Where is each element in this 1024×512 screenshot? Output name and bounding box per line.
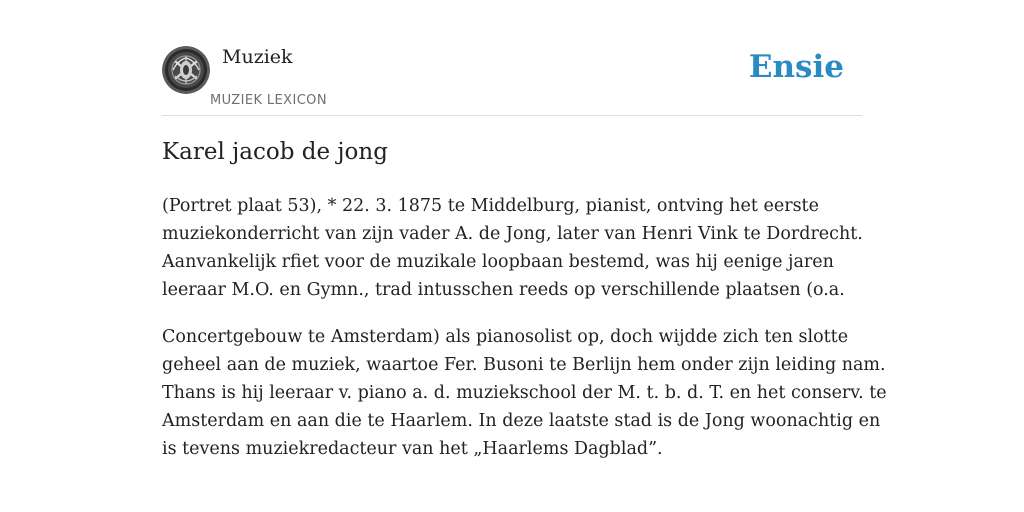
book-avatar[interactable] <box>162 46 210 94</box>
paragraph-line: Thans is hij leeraar v. piano a. d. muziekschool der M. t. b. d. T. en het conserv. te <box>162 383 887 403</box>
paragraph-line: Aanvankelijk rfiet voor de muzikale loopbaan bestemd, was hij eenige jaren <box>162 252 834 272</box>
book-title[interactable]: Muziek <box>222 46 293 68</box>
paragraph-line: leeraar M.O. en Gymn., trad intusschen reeds op verschillende plaatsen (o.a. <box>162 280 845 300</box>
paragraph-line: geheel aan de muziek, waartoe Fer. Busoni te Berlijn hem onder zijn leiding nam. <box>162 355 886 375</box>
gramophone-emblem-icon <box>162 46 210 94</box>
brand-logo[interactable]: Ensie <box>748 49 844 85</box>
paragraph-line: muziekonderricht van zijn vader A. de Jong, later van Henri Vink te Dordrecht. <box>162 224 863 244</box>
article-title: Karel jacob de jong <box>162 139 388 165</box>
paragraph-line: Concertgebouw te Amsterdam) als pianosolist op, doch wijdde zich ten slotte <box>162 327 849 347</box>
article-paragraph <box>162 192 872 304</box>
paragraph-line: (Portret plaat 53), * 22. 3. 1875 te Middelburg, pianist, ontving het eerste <box>162 196 819 216</box>
header-divider <box>162 115 862 116</box>
book-subtitle: MUZIEK LEXICON <box>210 93 327 108</box>
article-paragraph <box>162 323 887 463</box>
paragraph-line: is tevens muziekredacteur van het „Haarlems Dagblad”. <box>162 439 663 459</box>
paragraph-line: Amsterdam en aan die te Haarlem. In deze laatste stad is de Jong woonachtig en <box>162 411 881 431</box>
page-header <box>162 44 862 116</box>
